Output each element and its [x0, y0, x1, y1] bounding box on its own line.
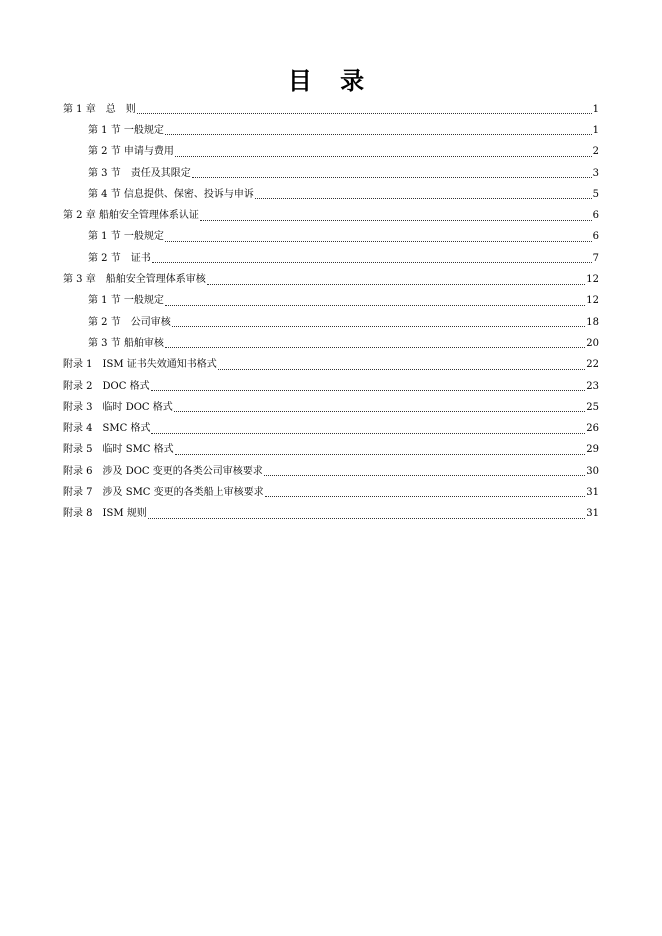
toc-entry-section[interactable]	[63, 333, 599, 354]
toc-entry-label: 第 4 节 信息提供、保密、投诉与申诉	[88, 188, 254, 200]
toc-entry-chapter[interactable]	[63, 376, 599, 397]
toc-entry-label: 第 3 节 船舶审核	[88, 337, 164, 349]
toc-entry-page-number: 18	[586, 316, 599, 328]
toc-entry-page-number: 29	[586, 444, 599, 456]
toc-entry-section[interactable]	[63, 312, 599, 333]
toc-dot-leader	[264, 475, 586, 476]
toc-dot-leader	[255, 198, 592, 199]
toc-entry-chapter[interactable]	[63, 461, 599, 482]
toc-entry-page-number: 22	[586, 359, 599, 371]
toc-entry-label: 附录 6 涉及 DOC 变更的各类公司审核要求	[63, 465, 263, 477]
toc-entry-label: 附录 8 ISM 规则	[63, 508, 147, 520]
toc-dot-leader	[175, 156, 592, 157]
toc-dot-leader	[174, 411, 586, 412]
toc-list	[63, 99, 599, 525]
toc-entry-label: 第 2 节 公司审核	[88, 316, 171, 328]
toc-entry-page-number: 12	[586, 295, 599, 307]
toc-entry-chapter[interactable]	[63, 99, 599, 120]
toc-entry-page-number: 3	[592, 167, 599, 179]
toc-entry-section[interactable]	[63, 227, 599, 248]
toc-dot-leader	[218, 369, 586, 370]
toc-entry-page-number: 20	[586, 337, 599, 349]
toc-entry-page-number: 23	[586, 380, 599, 392]
toc-entry-section[interactable]	[63, 248, 599, 269]
toc-entry-page-number: 6	[592, 210, 599, 222]
toc-dot-leader	[151, 433, 585, 434]
toc-title: 目 录	[287, 66, 375, 95]
toc-entry-page-number: 12	[586, 274, 599, 286]
toc-entry-chapter[interactable]	[63, 440, 599, 461]
toc-dot-leader	[200, 220, 592, 221]
toc-entry-chapter[interactable]	[63, 418, 599, 439]
toc-entry-label: 第 2 节 申请与费用	[88, 146, 174, 158]
toc-dot-leader	[152, 262, 592, 263]
toc-entry-label: 第 3 节 责任及其限定	[88, 167, 191, 179]
toc-dot-leader	[165, 134, 592, 135]
toc-dot-leader	[151, 390, 586, 391]
toc-entry-page-number: 6	[592, 231, 599, 243]
toc-dot-leader	[148, 518, 586, 519]
toc-entry-page-number: 7	[592, 252, 599, 264]
toc-entry-label: 附录 2 DOC 格式	[63, 380, 150, 392]
toc-dot-leader	[175, 454, 586, 455]
toc-dot-leader	[165, 305, 585, 306]
toc-entry-chapter[interactable]	[63, 504, 599, 525]
toc-dot-leader	[165, 347, 585, 348]
toc-dot-leader	[265, 496, 586, 497]
toc-entry-label: 第 1 节 一般规定	[88, 124, 164, 136]
toc-entry-page-number: 31	[586, 508, 599, 520]
toc-entry-page-number: 31	[586, 486, 599, 498]
toc-entry-section[interactable]	[63, 163, 599, 184]
toc-entry-label: 附录 3 临时 DOC 格式	[63, 401, 173, 413]
toc-entry-label: 第 1 章 总 则	[63, 103, 136, 115]
toc-entry-page-number: 1	[592, 124, 599, 136]
toc-entry-page-number: 30	[586, 465, 599, 477]
toc-entry-section[interactable]	[63, 120, 599, 141]
toc-entry-section[interactable]	[63, 184, 599, 205]
toc-entry-label: 第 1 节 一般规定	[88, 231, 164, 243]
toc-entry-chapter[interactable]	[63, 397, 599, 418]
toc-entry-chapter[interactable]	[63, 482, 599, 503]
toc-dot-leader	[207, 284, 586, 285]
toc-dot-leader	[172, 326, 586, 327]
toc-entry-chapter[interactable]	[63, 269, 599, 290]
toc-entry-label: 第 3 章 船舶安全管理体系审核	[63, 274, 206, 286]
toc-entry-label: 附录 4 SMC 格式	[63, 423, 151, 435]
toc-entry-section[interactable]	[63, 291, 599, 312]
toc-entry-section[interactable]	[63, 142, 599, 163]
toc-dot-leader	[192, 177, 592, 178]
toc-entry-label: 附录 5 临时 SMC 格式	[63, 444, 174, 456]
toc-entry-page-number: 25	[586, 401, 599, 413]
toc-entry-page-number: 2	[592, 146, 599, 158]
toc-entry-label: 附录 7 涉及 SMC 变更的各类船上审核要求	[63, 486, 264, 498]
toc-entry-page-number: 5	[592, 188, 599, 200]
toc-dot-leader	[165, 241, 592, 242]
toc-entry-chapter[interactable]	[63, 205, 599, 226]
toc-entry-chapter[interactable]	[63, 355, 599, 376]
toc-entry-page-number: 26	[586, 423, 599, 435]
toc-entry-label: 第 2 节 证书	[88, 252, 151, 264]
toc-entry-label: 第 1 节 一般规定	[88, 295, 164, 307]
toc-entry-label: 第 2 章 船舶安全管理体系认证	[63, 210, 199, 222]
toc-entry-label: 附录 1 ISM 证书失效通知书格式	[63, 359, 217, 371]
toc-entry-page-number: 1	[592, 103, 599, 115]
toc-dot-leader	[137, 113, 592, 114]
